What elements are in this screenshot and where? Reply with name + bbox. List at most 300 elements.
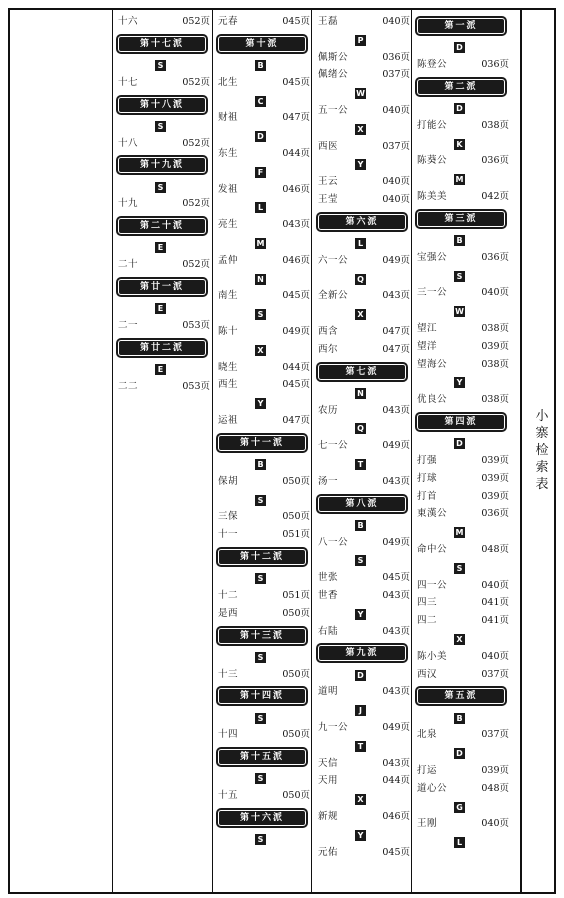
entry-name: 宝强公 xyxy=(417,251,448,263)
entry-page: 039页 xyxy=(481,455,509,466)
letter-marker: S xyxy=(255,773,266,784)
entry-page: 040页 xyxy=(382,194,410,205)
index-entry xyxy=(218,217,310,233)
entry-name: 十六 xyxy=(118,16,139,27)
branch-header: 第十九派 xyxy=(118,157,206,173)
letter-marker: E xyxy=(155,242,166,253)
entry-name: 孟仲 xyxy=(218,254,239,266)
entry-page: 037页 xyxy=(481,729,509,741)
entry-page: 047页 xyxy=(382,326,410,337)
branch-header: 第廿一派 xyxy=(118,279,206,295)
entry-name: 汤一 xyxy=(318,475,339,487)
index-entry xyxy=(318,403,410,419)
index-entry xyxy=(218,288,310,304)
index-entry xyxy=(218,788,310,804)
entry-page: 043页 xyxy=(382,590,410,601)
entry-name: 发祖 xyxy=(218,183,239,195)
branch-header: 第五派 xyxy=(417,688,505,704)
entry-name: 北生 xyxy=(218,76,239,88)
entry-name: 三保 xyxy=(218,511,239,523)
index-entry xyxy=(318,684,410,700)
entry-name: 新规 xyxy=(318,811,339,822)
index-entry xyxy=(218,14,310,30)
letter-marker: Y xyxy=(255,398,266,409)
entry-page: 039页 xyxy=(481,765,509,776)
letter-marker: S xyxy=(255,713,266,724)
branch-header: 第十二派 xyxy=(218,549,306,565)
entry-name: 西汉 xyxy=(417,668,438,680)
entry-page: 046页 xyxy=(282,183,310,195)
letter-marker: S xyxy=(155,60,166,71)
index-entry xyxy=(318,288,410,304)
letter-marker: D xyxy=(454,438,465,449)
letter-marker: Q xyxy=(355,274,366,285)
index-entry xyxy=(118,196,210,212)
index-entry xyxy=(417,578,509,594)
index-entry xyxy=(417,392,509,408)
entry-page: 043页 xyxy=(382,475,410,487)
entry-page: 044页 xyxy=(282,148,310,159)
letter-marker: Q xyxy=(355,423,366,434)
index-entry xyxy=(417,781,509,797)
letter-marker: W xyxy=(455,307,464,317)
entry-name: 世香 xyxy=(318,590,339,601)
entry-page: 053页 xyxy=(182,320,210,331)
entry-name: 右陆 xyxy=(318,625,339,637)
index-entry xyxy=(318,624,410,640)
index-entry xyxy=(318,253,410,269)
letter-marker: S xyxy=(255,834,266,845)
letter-marker: M xyxy=(455,175,464,185)
entry-name: 保胡 xyxy=(218,475,239,487)
entry-page: 048页 xyxy=(481,544,509,555)
index-entry xyxy=(318,67,410,83)
letter-marker: S xyxy=(355,555,366,566)
branch-header: 第十五派 xyxy=(218,749,306,765)
index-entry xyxy=(118,257,210,273)
index-entry xyxy=(118,136,210,152)
entry-name: 道心公 xyxy=(417,782,448,794)
entry-page: 046页 xyxy=(382,811,410,822)
index-entry xyxy=(118,318,210,334)
letter-marker: X xyxy=(355,124,366,135)
letter-marker: D xyxy=(454,42,465,53)
entry-page: 044页 xyxy=(282,361,310,373)
entry-name: 东生 xyxy=(218,148,239,159)
index-entry xyxy=(318,139,410,155)
entry-page: 036页 xyxy=(481,155,509,167)
letter-marker: E xyxy=(155,303,166,314)
letter-marker: L xyxy=(454,837,465,848)
index-entry xyxy=(318,342,410,358)
entry-name: 陈小美 xyxy=(417,650,448,662)
entry-page: 040页 xyxy=(382,176,410,188)
entry-page: 037页 xyxy=(382,140,410,152)
letter-marker: X xyxy=(255,345,266,356)
letter-marker: L xyxy=(255,202,266,213)
entry-name: 陈美美 xyxy=(417,191,448,202)
entry-name: 命中公 xyxy=(417,544,448,555)
entry-name: 打能公 xyxy=(417,119,448,131)
column-divider-1 xyxy=(112,8,113,894)
entry-name: 陈登公 xyxy=(417,59,448,70)
letter-marker: B xyxy=(355,520,366,531)
index-entry xyxy=(218,182,310,198)
entry-page: 053页 xyxy=(182,380,210,392)
entry-page: 044页 xyxy=(382,775,410,787)
entry-page: 050页 xyxy=(282,729,310,741)
index-entry xyxy=(417,285,509,301)
branch-header: 第廿二派 xyxy=(118,340,206,356)
index-entry xyxy=(218,377,310,393)
index-entry xyxy=(417,816,509,832)
entry-page: 049页 xyxy=(382,440,410,452)
entry-name: 王云 xyxy=(318,176,339,188)
entry-page: 039页 xyxy=(481,472,509,484)
index-entry xyxy=(218,509,310,525)
index-entry xyxy=(318,845,410,861)
index-entry xyxy=(417,339,509,355)
column-divider-3 xyxy=(311,8,312,894)
branch-header: 第十七派 xyxy=(118,36,206,52)
index-entry xyxy=(417,489,509,505)
entry-name: 十九 xyxy=(118,198,139,210)
branch-header: 第九派 xyxy=(318,645,406,661)
entry-name: 西医 xyxy=(318,140,339,152)
index-entry xyxy=(218,474,310,490)
letter-marker: N xyxy=(355,388,366,399)
branch-header: 第六派 xyxy=(318,214,406,230)
index-entry xyxy=(218,667,310,683)
entry-name: 陈十 xyxy=(218,326,239,337)
entry-name: 陈葵公 xyxy=(417,155,448,167)
index-entry xyxy=(218,727,310,743)
branch-header: 第十一派 xyxy=(218,435,306,451)
entry-page: 043页 xyxy=(382,404,410,416)
entry-page: 043页 xyxy=(382,290,410,302)
letter-marker: F xyxy=(255,167,266,178)
entry-page: 045页 xyxy=(282,379,310,391)
letter-marker: S xyxy=(255,309,266,320)
letter-marker: Y xyxy=(355,609,366,620)
letter-marker: K xyxy=(454,139,465,150)
letter-marker: S xyxy=(155,182,166,193)
entry-page: 037页 xyxy=(481,668,509,680)
entry-name: 王莹 xyxy=(318,194,339,205)
index-entry xyxy=(118,14,210,30)
index-entry xyxy=(218,527,310,543)
entry-page: 040页 xyxy=(382,16,410,27)
entry-name: 十一 xyxy=(218,529,239,541)
entry-page: 052页 xyxy=(182,259,210,271)
entry-page: 051页 xyxy=(282,529,310,541)
index-entry xyxy=(417,763,509,779)
index-entry xyxy=(417,321,509,337)
letter-marker: Y xyxy=(355,830,366,841)
index-entry xyxy=(417,453,509,469)
entry-page: 043页 xyxy=(282,219,310,231)
letter-marker: S xyxy=(454,563,465,574)
branch-header: 第一派 xyxy=(417,18,505,34)
entry-page: 042页 xyxy=(481,191,509,202)
entry-name: 十七 xyxy=(118,76,139,88)
index-entry xyxy=(417,153,509,169)
entry-page: 047页 xyxy=(382,343,410,355)
index-entry xyxy=(417,727,509,743)
entry-name: 北泉 xyxy=(417,729,438,741)
entry-page: 049页 xyxy=(282,326,310,337)
index-entry xyxy=(417,613,509,629)
entry-page: 036页 xyxy=(382,51,410,63)
entry-name: 十五 xyxy=(218,790,239,802)
index-entry xyxy=(417,542,509,558)
branch-header: 第八派 xyxy=(318,496,406,512)
index-entry xyxy=(318,474,410,490)
letter-marker: B xyxy=(454,235,465,246)
branch-header: 第四派 xyxy=(417,414,505,430)
index-entry xyxy=(318,809,410,825)
entry-page: 038页 xyxy=(481,394,509,406)
entry-name: 西尔 xyxy=(318,343,339,355)
entry-page: 048页 xyxy=(481,782,509,794)
entry-page: 050页 xyxy=(282,475,310,487)
branch-header: 第十八派 xyxy=(118,97,206,113)
entry-page: 050页 xyxy=(282,607,310,619)
entry-page: 037页 xyxy=(382,69,410,81)
letter-marker: T xyxy=(355,741,366,752)
letter-marker: G xyxy=(454,802,465,813)
entry-page: 052页 xyxy=(182,137,210,149)
branch-header: 第十四派 xyxy=(218,688,306,704)
entry-page: 050页 xyxy=(282,790,310,802)
entry-name: 亮生 xyxy=(218,219,239,231)
entry-name: 打球 xyxy=(417,472,438,484)
entry-name: 元佑 xyxy=(318,846,339,858)
letter-marker: W xyxy=(356,89,365,99)
entry-page: 041页 xyxy=(481,615,509,627)
index-entry xyxy=(318,174,410,190)
entry-page: 038页 xyxy=(481,119,509,131)
entry-name: 优良公 xyxy=(417,394,448,406)
entry-name: 八一公 xyxy=(318,536,349,548)
entry-page: 040页 xyxy=(481,818,509,830)
entry-name: 佩斯公 xyxy=(318,51,349,63)
entry-page: 041页 xyxy=(481,597,509,609)
entry-page: 047页 xyxy=(282,112,310,124)
branch-header: 第十三派 xyxy=(218,628,306,644)
entry-page: 038页 xyxy=(481,323,509,334)
index-entry xyxy=(417,189,509,205)
letter-marker: Y xyxy=(454,377,465,388)
index-entry xyxy=(318,50,410,66)
entry-name: 十二 xyxy=(218,590,239,601)
column-divider-2 xyxy=(212,8,213,894)
entry-page: 052页 xyxy=(182,16,210,27)
letter-marker: X xyxy=(454,634,465,645)
entry-name: 十四 xyxy=(218,729,239,741)
entry-name: 東漢公 xyxy=(417,508,448,520)
index-entry xyxy=(218,253,310,269)
entry-name: 财祖 xyxy=(218,112,239,124)
letter-marker: S xyxy=(454,271,465,282)
entry-page: 045页 xyxy=(382,846,410,858)
entry-name: 十三 xyxy=(218,668,239,680)
entry-name: 望海公 xyxy=(417,358,448,370)
index-entry xyxy=(417,506,509,522)
letter-marker: B xyxy=(255,459,266,470)
index-entry xyxy=(218,588,310,604)
index-entry xyxy=(417,57,509,73)
entry-name: 二一 xyxy=(118,320,139,331)
letter-marker: P xyxy=(355,35,366,46)
entry-name: 王刚 xyxy=(417,818,438,830)
entry-name: 世张 xyxy=(318,572,339,584)
branch-header: 第十派 xyxy=(218,36,306,52)
entry-name: 七一公 xyxy=(318,440,349,452)
entry-page: 050页 xyxy=(282,668,310,680)
entry-name: 四一公 xyxy=(417,579,448,591)
letter-marker: D xyxy=(454,748,465,759)
letter-marker: L xyxy=(355,238,366,249)
entry-name: 全新公 xyxy=(318,290,349,302)
entry-page: 052页 xyxy=(182,76,210,88)
entry-page: 040页 xyxy=(481,287,509,299)
index-entry xyxy=(318,588,410,604)
index-entry xyxy=(218,146,310,162)
index-entry xyxy=(318,324,410,340)
letter-marker: S xyxy=(255,495,266,506)
index-entry xyxy=(218,324,310,340)
index-entry xyxy=(218,413,310,429)
index-entry xyxy=(417,118,509,134)
entry-name: 晓生 xyxy=(218,361,239,373)
index-entry xyxy=(218,110,310,126)
entry-page: 052页 xyxy=(182,198,210,210)
entry-page: 045页 xyxy=(282,76,310,88)
index-entry xyxy=(417,595,509,611)
letter-marker: X xyxy=(355,309,366,320)
column-divider-5 xyxy=(520,8,522,894)
entry-name: 天用 xyxy=(318,775,339,787)
index-entry xyxy=(417,250,509,266)
entry-name: 六一公 xyxy=(318,254,349,266)
letter-marker: J xyxy=(355,705,366,716)
entry-name: 道明 xyxy=(318,686,339,698)
entry-name: 是西 xyxy=(218,607,239,619)
entry-page: 039页 xyxy=(481,490,509,502)
letter-marker: N xyxy=(255,274,266,285)
column-divider-4 xyxy=(411,8,412,894)
index-entry xyxy=(318,756,410,772)
index-entry xyxy=(118,75,210,91)
letter-marker: S xyxy=(255,573,266,584)
entry-name: 西含 xyxy=(318,326,339,337)
entry-name: 运祖 xyxy=(218,415,239,426)
entry-name: 四三 xyxy=(417,597,438,609)
entry-name: 王磊 xyxy=(318,16,339,27)
entry-page: 045页 xyxy=(282,16,310,27)
entry-page: 045页 xyxy=(382,572,410,584)
letter-marker: M xyxy=(256,239,265,248)
entry-page: 040页 xyxy=(481,579,509,591)
letter-marker: C xyxy=(255,96,266,107)
entry-page: 047页 xyxy=(282,415,310,426)
index-entry xyxy=(318,438,410,454)
branch-header: 第三派 xyxy=(417,211,505,227)
letter-marker: D xyxy=(454,103,465,114)
entry-page: 039页 xyxy=(481,340,509,352)
entry-name: 九一公 xyxy=(318,722,349,733)
entry-name: 四二 xyxy=(417,615,438,627)
letter-marker: Y xyxy=(355,159,366,170)
entry-name: 南生 xyxy=(218,290,239,302)
entry-name: 二十 xyxy=(118,259,139,271)
entry-name: 农历 xyxy=(318,404,339,416)
entry-name: 二二 xyxy=(118,380,139,392)
index-entry xyxy=(318,14,410,30)
letter-marker: S xyxy=(255,652,266,663)
index-entry xyxy=(318,103,410,119)
letter-marker: X xyxy=(355,794,366,805)
entry-page: 043页 xyxy=(382,625,410,637)
letter-marker: T xyxy=(355,459,366,470)
branch-header: 第二派 xyxy=(417,79,505,95)
entry-name: 打运 xyxy=(417,765,438,776)
letter-marker: M xyxy=(455,528,464,538)
entry-name: 打首 xyxy=(417,490,438,502)
entry-page: 049页 xyxy=(382,536,410,548)
entry-name: 天信 xyxy=(318,757,339,769)
branch-header: 第二十派 xyxy=(118,218,206,234)
index-entry xyxy=(417,667,509,683)
entry-name: 望洋 xyxy=(417,340,438,352)
entry-page: 036页 xyxy=(481,508,509,520)
entry-page: 046页 xyxy=(282,254,310,266)
entry-name: 元春 xyxy=(218,16,239,27)
entry-page: 049页 xyxy=(382,722,410,733)
index-entry xyxy=(417,649,509,665)
branch-header: 第十六派 xyxy=(218,810,306,826)
entry-page: 038页 xyxy=(481,358,509,370)
index-entry xyxy=(318,773,410,789)
entry-name: 望江 xyxy=(417,323,438,334)
entry-page: 043页 xyxy=(382,686,410,698)
entry-page: 051页 xyxy=(282,590,310,601)
letter-marker: D xyxy=(355,670,366,681)
index-entry xyxy=(218,606,310,622)
index-entry xyxy=(417,357,509,373)
entry-page: 040页 xyxy=(382,105,410,116)
entry-name: 西生 xyxy=(218,379,239,391)
index-entry xyxy=(218,75,310,91)
entry-name: 五一公 xyxy=(318,105,349,116)
letter-marker: D xyxy=(255,131,266,142)
entry-name: 十八 xyxy=(118,137,139,149)
entry-name: 打强 xyxy=(417,455,438,466)
entry-page: 036页 xyxy=(481,251,509,263)
branch-header: 第七派 xyxy=(318,364,406,380)
index-entry xyxy=(318,720,410,736)
entry-page: 045页 xyxy=(282,290,310,302)
entry-page: 049页 xyxy=(382,254,410,266)
entry-page: 050页 xyxy=(282,511,310,523)
index-entry xyxy=(118,379,210,395)
letter-marker: B xyxy=(255,60,266,71)
entry-page: 043页 xyxy=(382,757,410,769)
index-entry xyxy=(218,360,310,376)
entry-page: 036页 xyxy=(481,59,509,70)
letter-marker: S xyxy=(155,121,166,132)
